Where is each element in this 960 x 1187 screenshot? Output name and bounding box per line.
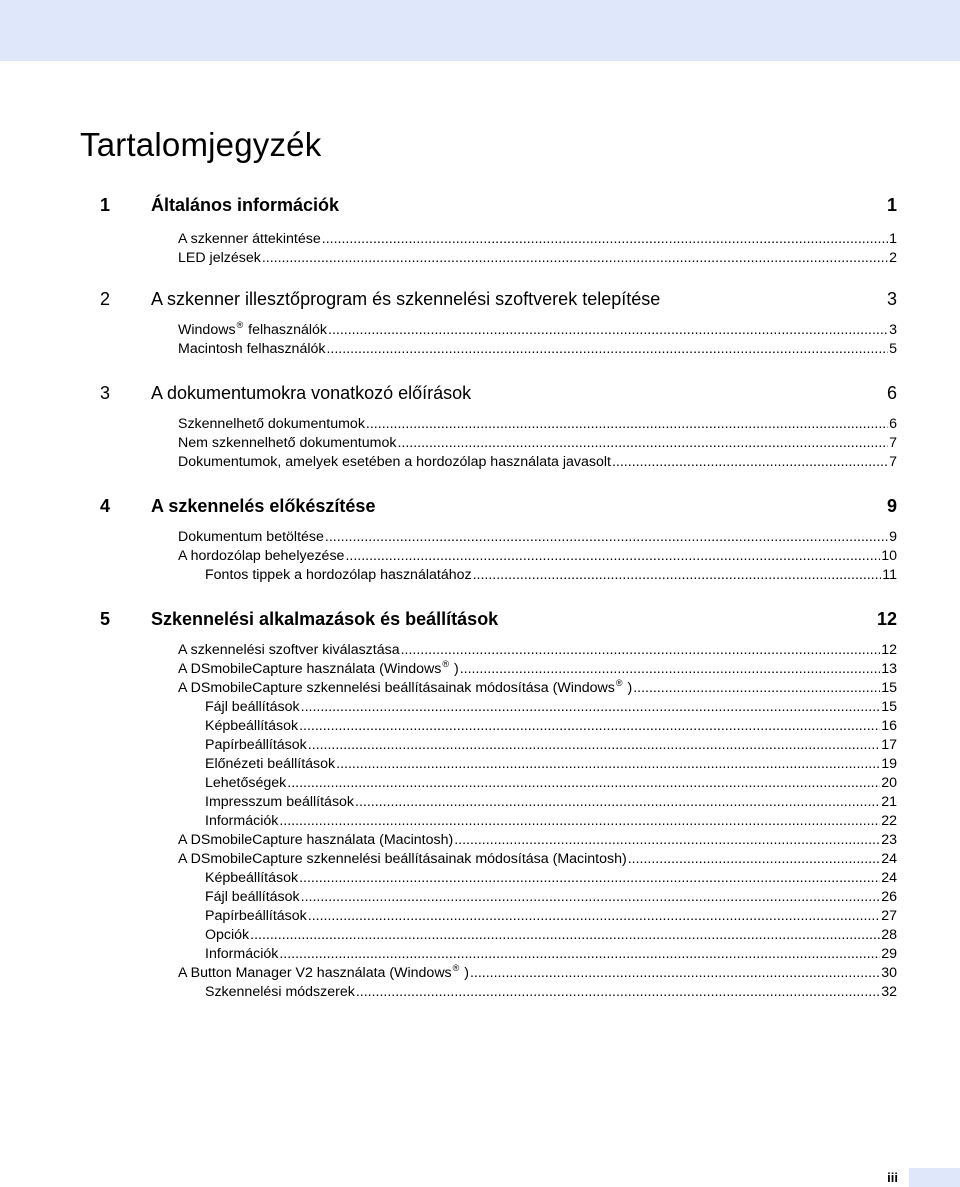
toc-entry[interactable] [205,565,897,584]
toc-entry-title [205,718,298,735]
dot-leader [454,832,880,849]
toc-entry-page: 1 [889,231,897,247]
chapter-heading[interactable] [100,380,897,406]
chapter-heading[interactable] [100,493,897,519]
toc-entry[interactable] [178,963,897,982]
toc-entry-page: 19 [881,756,897,772]
dot-leader [355,794,880,811]
chapter-page: 6 [886,382,897,403]
toc-entry[interactable] [205,754,897,773]
toc-entry-text: A Button Manager V2 használata (Windows [178,965,452,981]
dot-leader [470,965,880,982]
dot-leader [628,851,881,868]
toc-entry[interactable] [205,773,897,792]
toc-entry[interactable] [205,925,897,944]
toc-entry-title [178,317,327,339]
toc-entry-page: 15 [881,680,897,696]
chapter-heading[interactable] [100,192,897,218]
chapter-number: 4 [100,495,111,516]
toc-entry[interactable] [178,339,897,358]
toc-entry[interactable] [178,433,897,452]
toc-entry-page: 9 [889,529,897,545]
toc-entry-title [178,231,321,248]
toc-entry[interactable] [205,811,897,830]
toc-entry-title [178,529,324,546]
toc-entry-title [178,435,396,452]
dot-leader [397,435,888,452]
toc-entry-suffix: ) [460,965,469,981]
toc-entry-page: 16 [881,718,897,734]
chapter-number: 5 [100,608,111,629]
chapter-number: 1 [100,194,111,215]
dot-leader [326,341,888,358]
dot-leader [262,250,888,267]
dot-leader [279,813,880,830]
chapter-page: 3 [886,288,897,309]
toc-entry-page: 27 [881,908,897,924]
toc-entry-text: Információk [205,813,279,829]
toc-entry-text: Képbeállítások [205,718,299,734]
toc-entry-title [205,908,307,925]
chapter-heading[interactable] [100,606,897,632]
toc-entry[interactable] [178,546,897,565]
toc-entry-text: Képbeállítások [205,870,299,886]
toc-entry-page: 24 [881,870,897,886]
toc-entry-title [178,832,453,849]
toc-entry-page: 7 [889,435,897,451]
dot-leader [401,642,881,659]
chapter-page: 12 [876,608,897,629]
toc-entry-page: 10 [881,548,897,564]
toc-entry-title [205,775,286,792]
toc-entry-page: 3 [889,322,897,338]
toc-entry-page: 24 [881,851,897,867]
toc-entry[interactable] [178,830,897,849]
registered-mark: ® [615,678,623,688]
toc-entry-text: A DSmobileCapture használata (Windows [178,661,442,677]
toc-entry-text: Szkennelhető dokumentumok [178,416,365,432]
toc-entry-text: Papírbeállítások [205,908,307,924]
toc-entry[interactable] [178,414,897,433]
toc-entry-title [205,813,278,830]
dot-leader [299,870,880,887]
chapter-title: A dokumentumokra vonatkozó előírások [151,382,472,403]
dot-leader [299,718,880,735]
toc-entry-text: Fájl beállítások [205,889,300,905]
toc-entry-text: Dokumentum betöltése [178,529,324,545]
chapter-page: 9 [886,495,897,516]
page-number: iii [887,1170,898,1185]
toc-entry-suffix: ) [450,661,459,677]
dot-leader [308,737,880,754]
dot-leader [301,699,881,716]
toc-entry-text: LED jelzések [178,250,261,266]
chapter-number: 2 [100,288,111,309]
toc-entry-text: Impresszum beállítások [205,794,355,810]
dot-leader [250,927,880,944]
chapter-page: 1 [886,194,897,215]
toc-entry-title [205,567,472,584]
dot-leader [633,680,880,697]
toc-entry-page: 28 [881,927,897,943]
dot-leader [301,889,881,906]
toc-entry-text: A szkenner áttekintése [178,231,321,247]
toc-entry[interactable] [205,906,897,925]
chapter-title: A szkennelés előkészítése [151,495,376,516]
toc-entry-text: Szkennelési módszerek [205,984,355,1000]
toc-entry-page: 13 [881,661,897,677]
toc-entry-title [178,250,261,267]
chapter-title: A szkenner illesztőprogram és szkennelési szoftverek telepítése [151,288,661,309]
toc-entry-title [178,960,469,982]
toc-entry-page: 15 [881,699,897,715]
toc-entry-text: Opciók [205,927,250,943]
registered-mark: ® [442,659,450,669]
toc-entry-page: 23 [881,832,897,848]
toc-entry-page: 5 [889,341,897,357]
toc-entry-title [205,756,335,773]
toc-entry-page: 12 [881,642,897,658]
dot-leader [366,416,888,433]
toc-entry[interactable] [205,735,897,754]
toc-entry[interactable] [178,678,897,697]
page-title: Tartalomjegyzék [80,126,322,163]
dot-leader [336,756,880,773]
toc-entry[interactable] [178,452,897,471]
toc-entry-title [205,889,300,906]
toc-entry-page: 32 [881,984,897,1000]
chapter-title: Szkennelési alkalmazások és beállítások [151,608,499,629]
registered-mark: ® [452,963,460,973]
toc-entry-text: Lehetőségek [205,775,287,791]
toc-entry-page: 11 [882,567,897,583]
toc-entry-text: A DSmobileCapture használata (Macintosh) [178,832,454,848]
toc-entry[interactable] [205,792,897,811]
toc-entry-page: 17 [881,737,897,753]
toc-entry-text: Előnézeti beállítások [205,756,336,772]
toc-entry[interactable] [205,697,897,716]
dot-leader [612,454,888,471]
toc-entry-text: A DSmobileCapture szkennelési beállításainak módosítása (Macintosh) [178,851,627,867]
toc-entry-text: Macintosh felhasználók [178,341,326,357]
registered-mark: ® [236,320,244,330]
footer-band [909,1168,960,1187]
toc-entry-text: Nem szkennelhető dokumentumok [178,435,397,451]
toc-entry-text: A DSmobileCapture szkennelési beállításainak módosítása (Windows [178,680,615,696]
toc-entry-text: Windows [178,322,236,338]
toc-entry-page: 26 [881,889,897,905]
toc-entry[interactable] [205,982,897,1001]
toc-entry-title [205,927,249,944]
dot-leader [287,775,880,792]
toc-entry[interactable] [178,320,897,339]
toc-entry-page: 30 [881,965,897,981]
toc-entry-text: Információk [205,946,279,962]
toc-entry-text: Fájl beállítások [205,699,300,715]
toc-entry-page: 29 [881,946,897,962]
toc-entry-title [205,870,298,887]
toc-entry-title [205,699,300,716]
toc-entry-page: 6 [889,416,897,432]
toc-entry-text: A hordozólap behelyezése [178,548,345,564]
toc-entry-title [178,416,365,433]
toc-entry[interactable] [178,849,897,868]
toc-entry-page: 22 [881,813,897,829]
chapter-heading[interactable] [100,286,897,312]
toc-entry-suffix: felhasználók [244,322,328,338]
dot-leader [345,548,880,565]
toc-entry-title [178,454,611,471]
toc-entry[interactable] [205,868,897,887]
toc-entry-page: 2 [889,250,897,266]
toc-entry-title [178,851,627,868]
toc-entry-title [178,548,344,565]
toc-entry-text: Papírbeállítások [205,737,307,753]
toc-entry-page: 21 [881,794,897,810]
toc-entry-text: Dokumentumok, amelyek esetében a hordozólap használata javasolt [178,454,611,470]
dot-leader [325,529,888,546]
toc-entry-title [205,737,307,754]
toc-entry[interactable] [205,716,897,735]
header-band [0,0,960,61]
dot-leader [328,322,888,339]
dot-leader [473,567,882,584]
toc-entry-text: Fontos tippek a hordozólap használatához [205,567,472,583]
toc-entry-title [205,794,354,811]
toc-entry-text: A szkennelési szoftver kiválasztása [178,642,400,658]
toc-entry-suffix: ) [623,680,633,696]
toc-entry-title [178,675,632,697]
toc-entry-title [205,984,355,1001]
dot-leader [356,984,880,1001]
dot-leader [308,908,880,925]
toc-entry[interactable] [178,248,897,267]
toc-entry-page: 20 [881,775,897,791]
chapter-number: 3 [100,382,111,403]
toc-entry[interactable] [178,527,897,546]
chapter-title: Általános információk [151,194,340,215]
toc-entry-page: 7 [889,454,897,470]
dot-leader [322,231,888,248]
toc-entry-title [178,341,325,358]
toc-entry[interactable] [178,229,897,248]
toc-entry[interactable] [205,887,897,906]
